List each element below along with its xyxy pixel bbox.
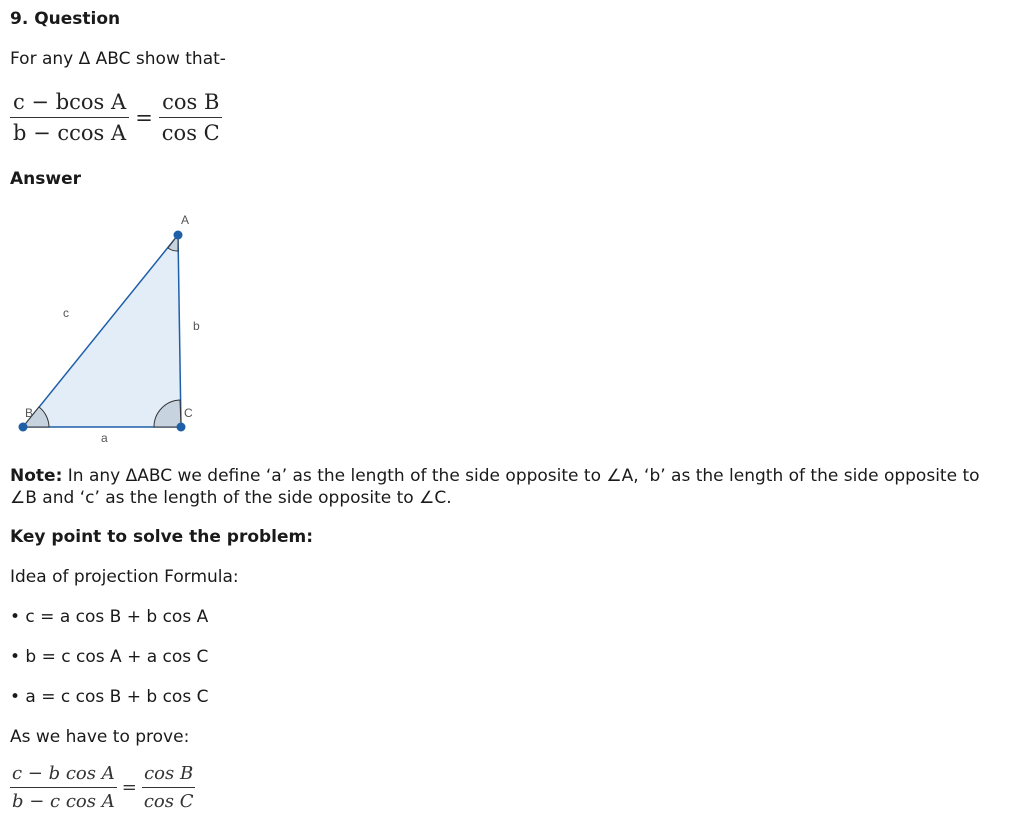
label-side-a: a xyxy=(101,431,108,445)
lhs-fraction xyxy=(10,763,117,812)
note-paragraph xyxy=(10,465,1010,509)
point-c xyxy=(177,423,186,432)
equals-sign: = xyxy=(121,777,137,798)
prove-text: As we have to prove: xyxy=(10,727,190,747)
lhs-denominator: b − ccos A xyxy=(13,121,127,145)
label-side-b: b xyxy=(193,319,200,333)
rhs-fraction xyxy=(159,90,223,145)
answer-heading: Answer xyxy=(10,169,81,189)
idea-text: Idea of projection Formula: xyxy=(10,567,239,587)
lhs-numerator: c − bcos A xyxy=(10,90,129,118)
label-vertex-c: C xyxy=(184,406,193,420)
point-b xyxy=(19,423,28,432)
lhs-fraction xyxy=(10,90,129,145)
label-side-c: c xyxy=(63,306,69,320)
equation-top xyxy=(10,90,223,145)
triangle-diagram xyxy=(8,208,218,448)
triangle-fill xyxy=(23,235,181,427)
rhs-numerator: cos B xyxy=(142,763,195,788)
question-title: 9. Question xyxy=(10,9,121,29)
note-label: Note: xyxy=(10,466,63,486)
equals-sign: = xyxy=(135,105,153,130)
label-vertex-b: B xyxy=(25,406,34,420)
label-vertex-a: A xyxy=(181,213,190,227)
point-a xyxy=(174,231,183,240)
equation-bottom xyxy=(10,763,195,812)
list-item: • a = c cos B + b cos C xyxy=(10,687,209,707)
note-text: In any ΔABC we define ‘a’ as the length of the side opposite to ∠A, ‘b’ as the length of the side opposite to ∠B and ‘c’ as the length of the side opposite to ∠C. xyxy=(10,466,980,508)
rhs-numerator: cos B xyxy=(159,90,222,118)
rhs-denominator: cos C xyxy=(161,121,220,145)
list-item: • c = a cos B + b cos A xyxy=(10,607,209,627)
lhs-denominator: b − c cos A xyxy=(12,791,115,812)
lhs-numerator: c − b cos A xyxy=(10,763,117,788)
list-item: • b = c cos A + a cos C xyxy=(10,647,209,667)
question-text: For any Δ ABC show that- xyxy=(10,49,226,69)
rhs-denominator: cos C xyxy=(143,791,194,812)
rhs-fraction xyxy=(142,763,196,812)
key-point-heading: Key point to solve the problem: xyxy=(10,527,314,547)
